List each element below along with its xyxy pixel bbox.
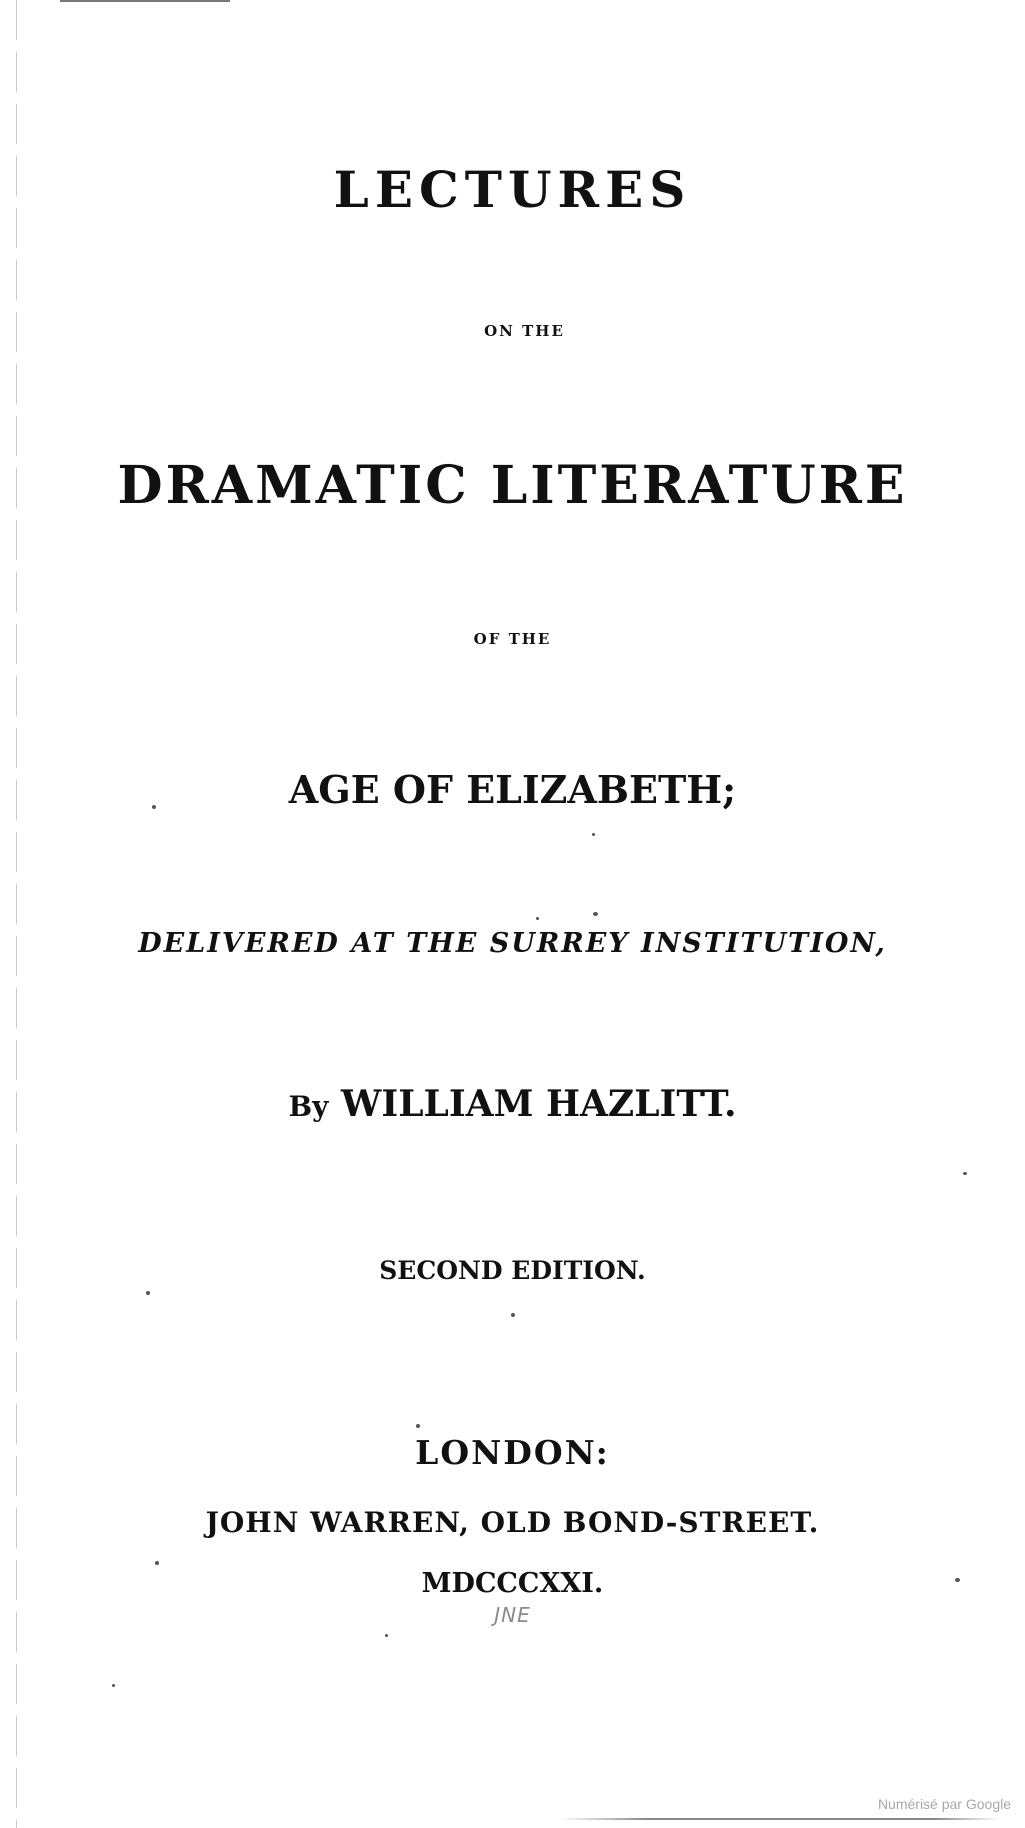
title-of-the: OF THE [473,630,552,648]
author-prefix: By [288,1090,329,1123]
title-on-the: ON THE [484,322,565,340]
scan-speck [536,917,539,920]
imprint-date: MDCCCXXI. [421,1568,604,1599]
scan-speck [963,1172,967,1175]
scan-speck [593,912,598,916]
title-lectures: LECTURES [333,160,692,219]
scan-speck [592,833,595,836]
scan-speck [416,1424,420,1428]
edition: SECOND EDITION. [379,1256,646,1285]
scan-speck [511,1313,515,1317]
digitization-watermark: Numérisé par Google [877,1796,1011,1812]
scan-speck [155,1561,159,1565]
top-rule [60,0,230,2]
imprint-place: LONDON: [415,1433,610,1472]
scan-speck [146,1291,150,1295]
library-mark: JNE [494,1603,531,1627]
scan-speck [955,1578,960,1582]
title-age-of-elizabeth: AGE OF ELIZABETH; [288,767,737,812]
author-name: WILLIAM HAZLITT. [340,1083,737,1125]
scan-speck [112,1684,115,1687]
imprint-publisher: JOHN WARREN, OLD BOND-STREET. [205,1506,820,1539]
scan-speck [385,1634,388,1637]
title-dramatic-literature: DRAMATIC LITERATURE [117,455,908,516]
scan-speck [152,805,156,809]
bottom-rule [560,1818,1000,1820]
binding-edge [16,0,17,1828]
subtitle-delivered: DELIVERED AT THE SURREY INSTITUTION, [138,928,887,959]
author-line [0,1083,1025,1125]
